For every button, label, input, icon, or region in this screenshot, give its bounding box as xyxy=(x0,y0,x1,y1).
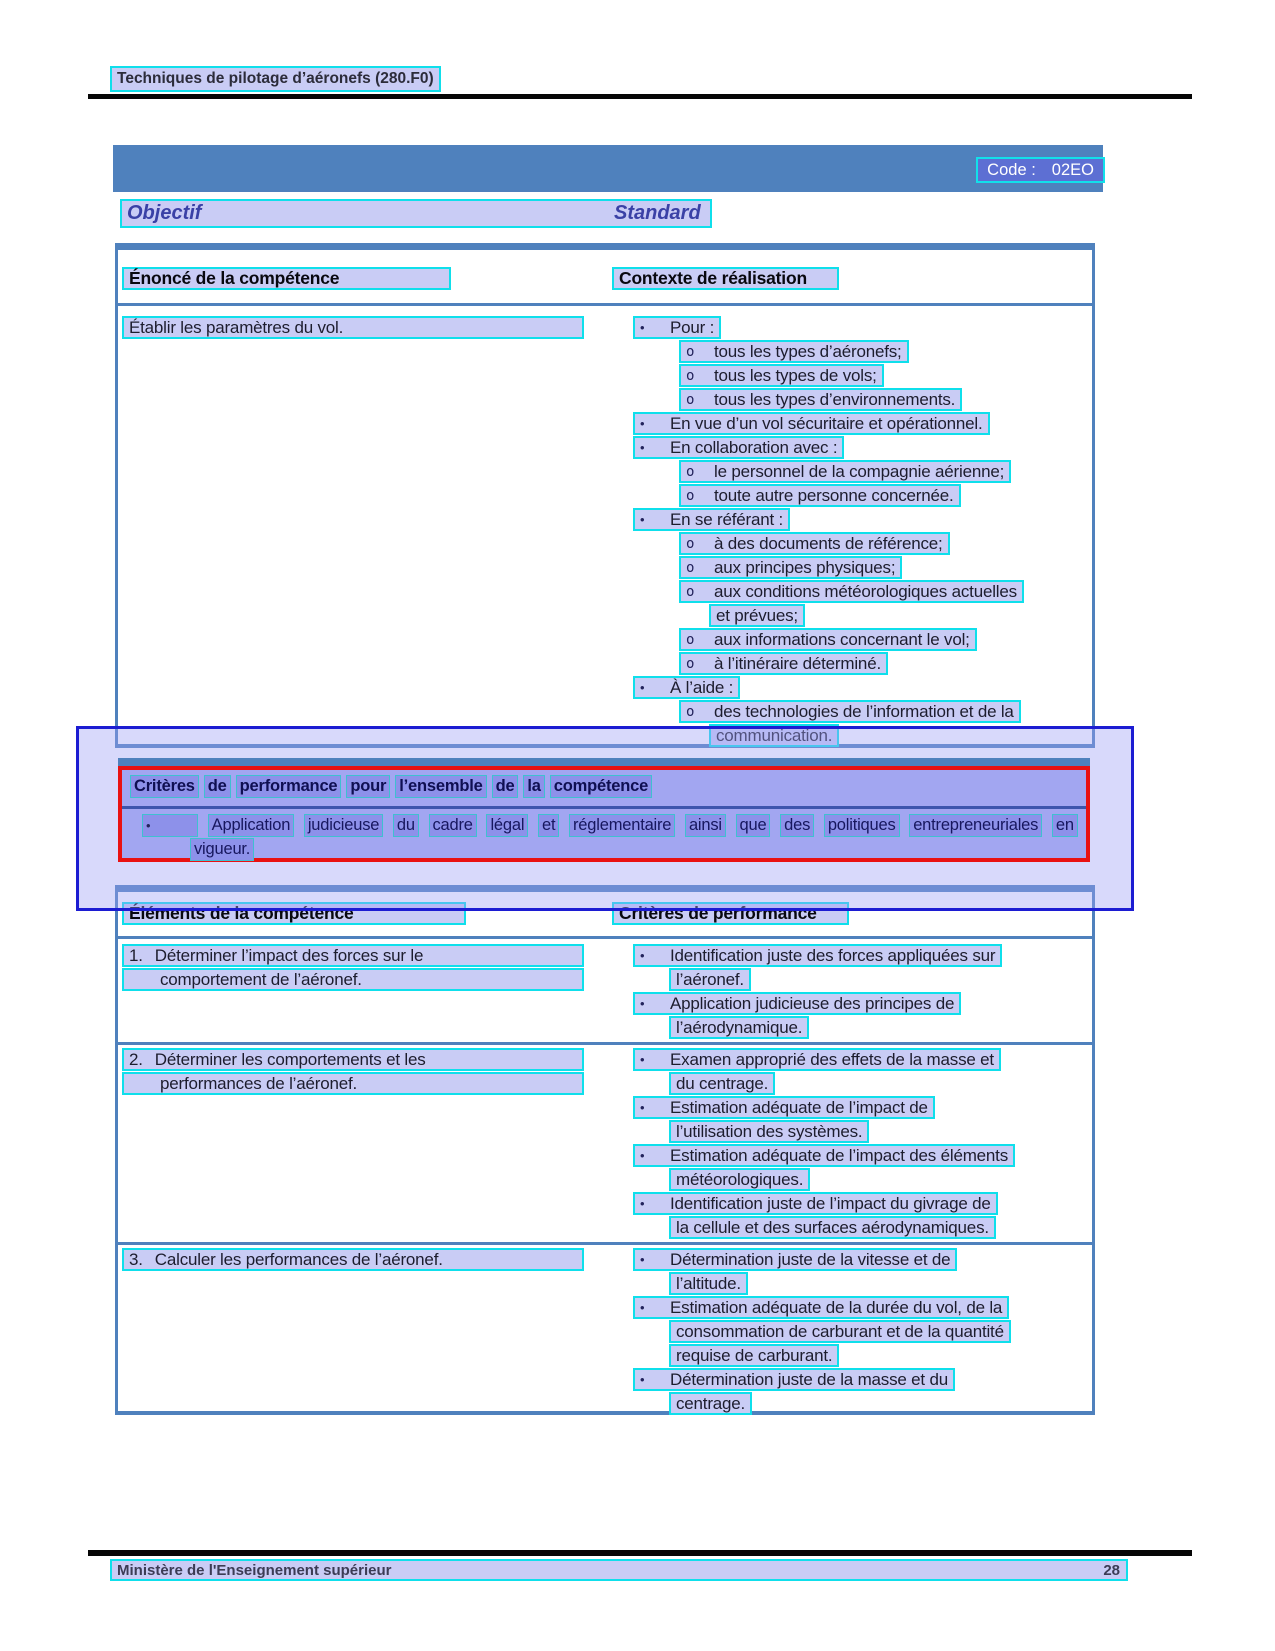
word-box: de xyxy=(204,775,231,798)
word-box: la xyxy=(523,775,544,798)
bullet-icon: • xyxy=(640,512,645,527)
circle-bullet-icon: o xyxy=(686,583,695,600)
list-item: o toute autre personne concernée. xyxy=(679,484,961,507)
list-item: • Estimation adéquate de l’impact de xyxy=(633,1096,935,1119)
running-header xyxy=(110,66,441,92)
header-rule xyxy=(88,94,1192,99)
list-item: • Estimation adéquate de la durée du vol, de la xyxy=(633,1296,1009,1319)
list-item-continuation: la cellule et des surfaces aérodynamiques. xyxy=(669,1216,996,1239)
list-item-continuation: communication. xyxy=(709,724,839,747)
bullet-icon: • xyxy=(640,1372,645,1387)
criteria-box-top-band xyxy=(118,758,1090,766)
list-item: o à l’itinéraire déterminé. xyxy=(679,652,888,675)
criteria-bullet-line xyxy=(142,814,1078,837)
footer-rule xyxy=(88,1550,1192,1556)
list-item: • Détermination juste de la vitesse et de xyxy=(633,1248,957,1271)
bullet-icon: • xyxy=(640,996,645,1011)
table1-header-contexte: Contexte de réalisation xyxy=(612,267,839,290)
word-box: des xyxy=(780,814,814,837)
circle-bullet-icon: o xyxy=(686,367,695,384)
competence-table xyxy=(115,243,1095,748)
list-item-continuation: et prévues; xyxy=(709,604,805,627)
table1-header-enonce: Énoncé de la compétence xyxy=(122,267,451,290)
code-value: 02EO xyxy=(1051,160,1094,179)
objectif-standard-row xyxy=(120,199,712,228)
bullet-icon: • xyxy=(640,1100,645,1115)
word-box: légal xyxy=(486,814,528,837)
list-item: • À l’aide : xyxy=(633,676,740,699)
word-box: de xyxy=(492,775,519,798)
footer-ministry: Ministère de l'Enseignement supérieur xyxy=(117,1561,392,1579)
list-item: o aux conditions météorologiques actuelles xyxy=(679,580,1024,603)
word-box: performance xyxy=(236,775,342,798)
code-badge xyxy=(976,157,1105,183)
list-item: o tous les types de vols; xyxy=(679,364,884,387)
word-box: réglementaire xyxy=(569,814,675,837)
circle-bullet-icon: o xyxy=(686,487,695,504)
code-label: Code : xyxy=(987,160,1036,179)
criteria-bullet-continuation xyxy=(190,838,259,861)
list-item: • En collaboration avec : xyxy=(633,436,844,459)
bullet-icon: • xyxy=(640,680,645,695)
list-item: • Application judicieuse des principes de xyxy=(633,992,961,1015)
list-item: • Identification juste des forces appliquées sur xyxy=(633,944,1002,967)
word-box: ainsi xyxy=(685,814,726,837)
bullet-icon: • xyxy=(640,416,645,431)
table1-header-separator xyxy=(118,303,1092,306)
row-separator xyxy=(118,1042,1092,1045)
word-box: politiques xyxy=(824,814,900,837)
elements-table: Éléments de la compétence Critères de performance 1. Déterminer l’impact des forces sur le comportement de l’aéronef. • Identification juste des forces appliquées sur l’aéronef. • Application judicieuse des principes de l’aérodynamique. 2. Déterminer les comportements et les performances de l’aéronef. • Examen approprié des effets de la masse et du centrage. • Estimation adéquate de l’impact de l’utilisation des systèmes. • Estimation adéquate de l’impact des éléments météorologiques. • Identification juste de l’impact du givrage de la cellule et des surfaces aérodynamiques. 3. Calculer les performances de l’aéronef. • Détermination juste de la vitesse et de l’altitude. • Estimation adéquate de la durée du vol, de la consommation de carburant et de la quantité requise de carburant. • Détermination juste de la masse et du centrage. xyxy=(115,885,1095,1415)
bullet-icon: • xyxy=(640,1252,645,1267)
list-item-continuation: du centrage. xyxy=(669,1072,775,1095)
list-item: • Détermination juste de la masse et du xyxy=(633,1368,955,1391)
word-box: cadre xyxy=(429,814,477,837)
title-banner xyxy=(113,145,1103,192)
list-item: o aux principes physiques; xyxy=(679,556,902,579)
standard-label: Standard xyxy=(614,202,701,224)
list-item-continuation: requise de carburant. xyxy=(669,1344,839,1367)
bullet-icon: • xyxy=(640,440,645,455)
list-item: • En vue d’un vol sécuritaire et opérationnel. xyxy=(633,412,990,435)
bullet-icon: • xyxy=(640,320,645,335)
word-box: vigueur. xyxy=(190,838,254,861)
table2-header-elements: Éléments de la compétence xyxy=(122,902,466,925)
bullet-icon: • xyxy=(142,814,198,837)
list-item: o aux informations concernant le vol; xyxy=(679,628,977,651)
objectif-label: Objectif xyxy=(127,202,202,224)
list-item: o des technologies de l’information et de la xyxy=(679,700,1021,723)
circle-bullet-icon: o xyxy=(686,703,695,720)
word-box: que xyxy=(736,814,771,837)
list-item-continuation: l’aéronef. xyxy=(669,968,751,991)
word-box: l’ensemble xyxy=(395,775,486,798)
table1-right-cell xyxy=(605,316,1024,748)
list-item: • Identification juste de l’impact du givrage de xyxy=(633,1192,998,1215)
table2-header-criteres: Critères de performance xyxy=(612,902,849,925)
circle-bullet-icon: o xyxy=(686,559,695,576)
word-box: et xyxy=(538,814,559,837)
list-item-continuation: consommation de carburant et de la quantité xyxy=(669,1320,1011,1343)
circle-bullet-icon: o xyxy=(686,631,695,648)
circle-bullet-icon: o xyxy=(686,343,695,360)
bullet-icon: • xyxy=(640,1300,645,1315)
list-item-continuation: météorologiques. xyxy=(669,1168,810,1191)
table1-left-cell xyxy=(122,316,584,340)
row-separator xyxy=(118,1242,1092,1245)
running-header-text: Techniques de pilotage d’aéronefs (280.F0) xyxy=(117,70,434,87)
word-box: en xyxy=(1052,814,1078,837)
list-item: • Examen approprié des effets de la masse et xyxy=(633,1048,1001,1071)
bullet-icon: • xyxy=(640,948,645,963)
bullet-icon: • xyxy=(640,1196,645,1211)
word-box: entrepreneuriales xyxy=(909,814,1042,837)
word-box: pour xyxy=(346,775,390,798)
list-item-continuation: l’aérodynamique. xyxy=(669,1016,809,1039)
circle-bullet-icon: o xyxy=(686,391,695,408)
circle-bullet-icon: o xyxy=(686,535,695,552)
criteria-box xyxy=(118,758,1090,862)
competence-statement: Établir les paramètres du vol. xyxy=(129,317,344,337)
list-item: • Estimation adéquate de l’impact des éléments xyxy=(633,1144,1015,1167)
list-item: o le personnel de la compagnie aérienne; xyxy=(679,460,1011,483)
page-number: 28 xyxy=(1103,1561,1120,1579)
word-box: judicieuse xyxy=(304,814,383,837)
circle-bullet-icon: o xyxy=(686,463,695,480)
list-item: • En se référant : xyxy=(633,508,790,531)
list-item: • Pour : xyxy=(633,316,721,339)
word-box: du xyxy=(393,814,419,837)
word-box: compétence xyxy=(550,775,652,798)
word-box: Critères xyxy=(130,775,199,798)
word-box: Application xyxy=(208,814,295,837)
list-item-continuation: l’altitude. xyxy=(669,1272,748,1295)
bullet-icon: • xyxy=(640,1052,645,1067)
list-item: o tous les types d’environnements. xyxy=(679,388,962,411)
table2-header-separator xyxy=(118,936,1092,939)
list-item: o tous les types d’aéronefs; xyxy=(679,340,909,363)
bullet-icon: • xyxy=(640,1148,645,1163)
list-item-continuation: centrage. xyxy=(669,1392,752,1415)
criteria-box-frame xyxy=(118,766,1090,862)
criteria-box-title xyxy=(130,775,657,798)
footer xyxy=(110,1559,1128,1581)
list-item: o à des documents de référence; xyxy=(679,532,950,555)
circle-bullet-icon: o xyxy=(686,655,695,672)
criteria-box-separator xyxy=(122,806,1086,809)
list-item-continuation: l’utilisation des systèmes. xyxy=(669,1120,869,1143)
